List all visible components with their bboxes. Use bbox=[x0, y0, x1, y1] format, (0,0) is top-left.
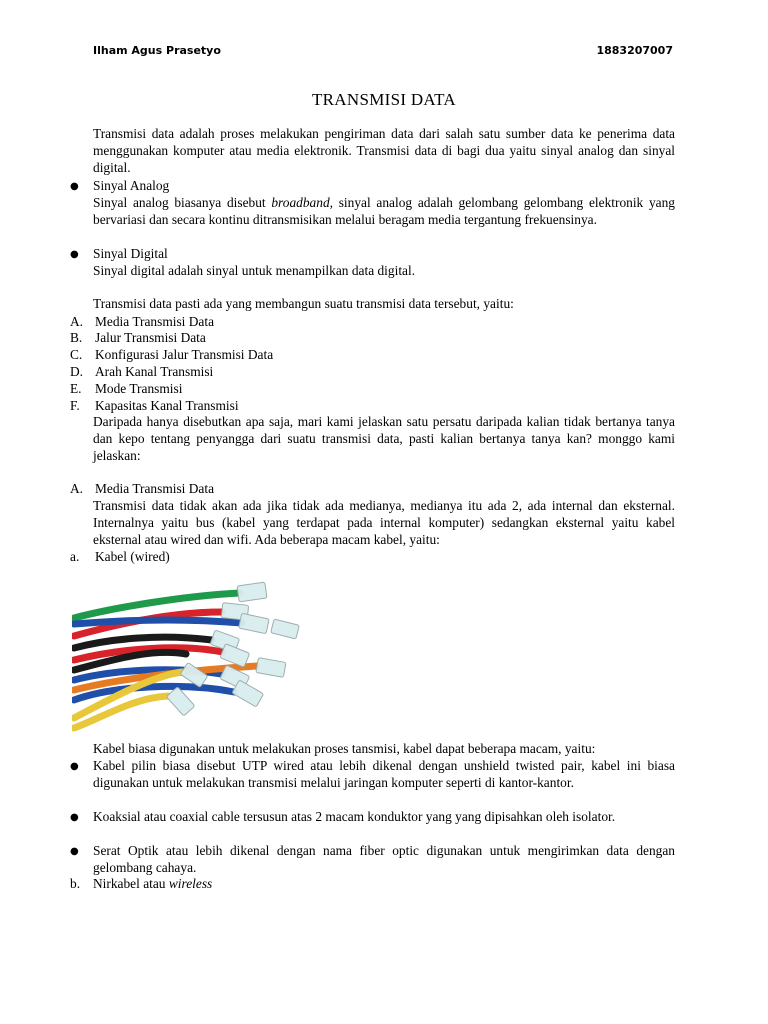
bullet-icon: ● bbox=[70, 812, 79, 823]
component-item: Konfigurasi Jalur Transmisi Data bbox=[95, 347, 274, 362]
section-a-body: Transmisi data tidak akan ada jika tidak ada medianya, medianya itu ada 2, ada internal dan eksternal. Internalnya yaitu bus (kabel yang terdapat pada internal komputer) sedangkan eksternal yaitu kabel eksternal atau wired dan wifi. Ada beberapa macam kabel, yaitu: bbox=[93, 498, 675, 547]
list-marker: F. bbox=[70, 398, 80, 413]
list-marker: D. bbox=[70, 364, 84, 379]
sub-b-label: Nirkabel atau wireless bbox=[93, 876, 213, 891]
page-title: TRANSMISI DATA bbox=[311, 90, 457, 109]
signal-digital-title: Sinyal Digital bbox=[93, 246, 168, 261]
header-id-number: 1883207007 bbox=[596, 44, 673, 57]
component-item: Kapasitas Kanal Transmisi bbox=[95, 398, 239, 413]
section-a-heading: Media Transmisi Data bbox=[95, 481, 215, 496]
signal-analog-title: Sinyal Analog bbox=[93, 178, 170, 193]
component-item: Jalur Transmisi Data bbox=[95, 330, 206, 345]
bullet-icon: ● bbox=[70, 181, 79, 192]
components-intro: Transmisi data pasti ada yang membangun suatu transmisi data tersebut, yaitu: bbox=[93, 296, 514, 311]
list-marker: B. bbox=[70, 330, 83, 345]
list-marker: C. bbox=[70, 347, 83, 362]
cable-intro: Kabel biasa digunakan untuk melakukan proses tansmisi, kabel dapat beberapa macam, yaitu: bbox=[93, 741, 596, 756]
component-item: Mode Transmisi bbox=[95, 381, 183, 396]
list-marker: a. bbox=[70, 549, 80, 564]
list-marker: A. bbox=[70, 481, 84, 496]
component-item: Media Transmisi Data bbox=[95, 314, 215, 329]
broadband-term: broadband, bbox=[271, 195, 333, 210]
list-marker: b. bbox=[70, 876, 81, 891]
bullet-icon: ● bbox=[70, 249, 79, 260]
network-cables-photo bbox=[72, 578, 332, 740]
header-author: Ilham Agus Prasetyo bbox=[93, 44, 221, 57]
bullet-icon: ● bbox=[70, 761, 79, 772]
cable-type-utp: Kabel pilin biasa disebut UTP wired atau lebih dikenal dengan unshield twisted pair, kabel ini biasa digunakan untuk melakukan transmisi melalui jaringan komputer seperti di kantor-kantor. bbox=[93, 758, 675, 790]
cable-type-coaxial: Koaksial atau coaxial cable tersusun atas 2 macam konduktor yang yang dipisahkan oleh isolator. bbox=[93, 809, 616, 824]
list-marker: A. bbox=[70, 314, 84, 329]
sub-a-label: Kabel (wired) bbox=[95, 549, 170, 564]
bullet-icon: ● bbox=[70, 846, 79, 857]
wireless-term: wireless bbox=[168, 876, 213, 891]
intro-paragraph: Transmisi data adalah proses melakukan pengiriman data dari salah satu sumber data ke penerima data menggunakan komputer atau media elektronik. Transmisi data di bagi dua yaitu sinyal analog dan sinyal digital. bbox=[93, 126, 675, 175]
signal-digital-desc: Sinyal digital adalah sinyal untuk menampilkan data digital. bbox=[93, 263, 416, 278]
cable-type-fiber: Serat Optik atau lebih dikenal dengan nama fiber optic digunakan untuk mengirimkan data dengan gelombang cahaya. bbox=[93, 843, 675, 875]
signal-analog-desc: Sinyal analog biasanya disebut broadband, sinyal analog adalah gelombang gelombang elektronik yang bervariasi dan secara kontinu ditransmisikan melalui beragam media tergantung frekuensinya. bbox=[93, 195, 675, 227]
list-marker: E. bbox=[70, 381, 82, 396]
component-item: Arah Kanal Transmisi bbox=[95, 364, 214, 379]
components-outro: Daripada hanya disebutkan apa saja, mari kami jelaskan satu persatu daripada kalian tidak bertanya tanya dan kepo tentang penyangga dari suatu transmisi data, pasti kalian bertanya tanya kan? monggo kami jelaskan: bbox=[93, 414, 675, 463]
